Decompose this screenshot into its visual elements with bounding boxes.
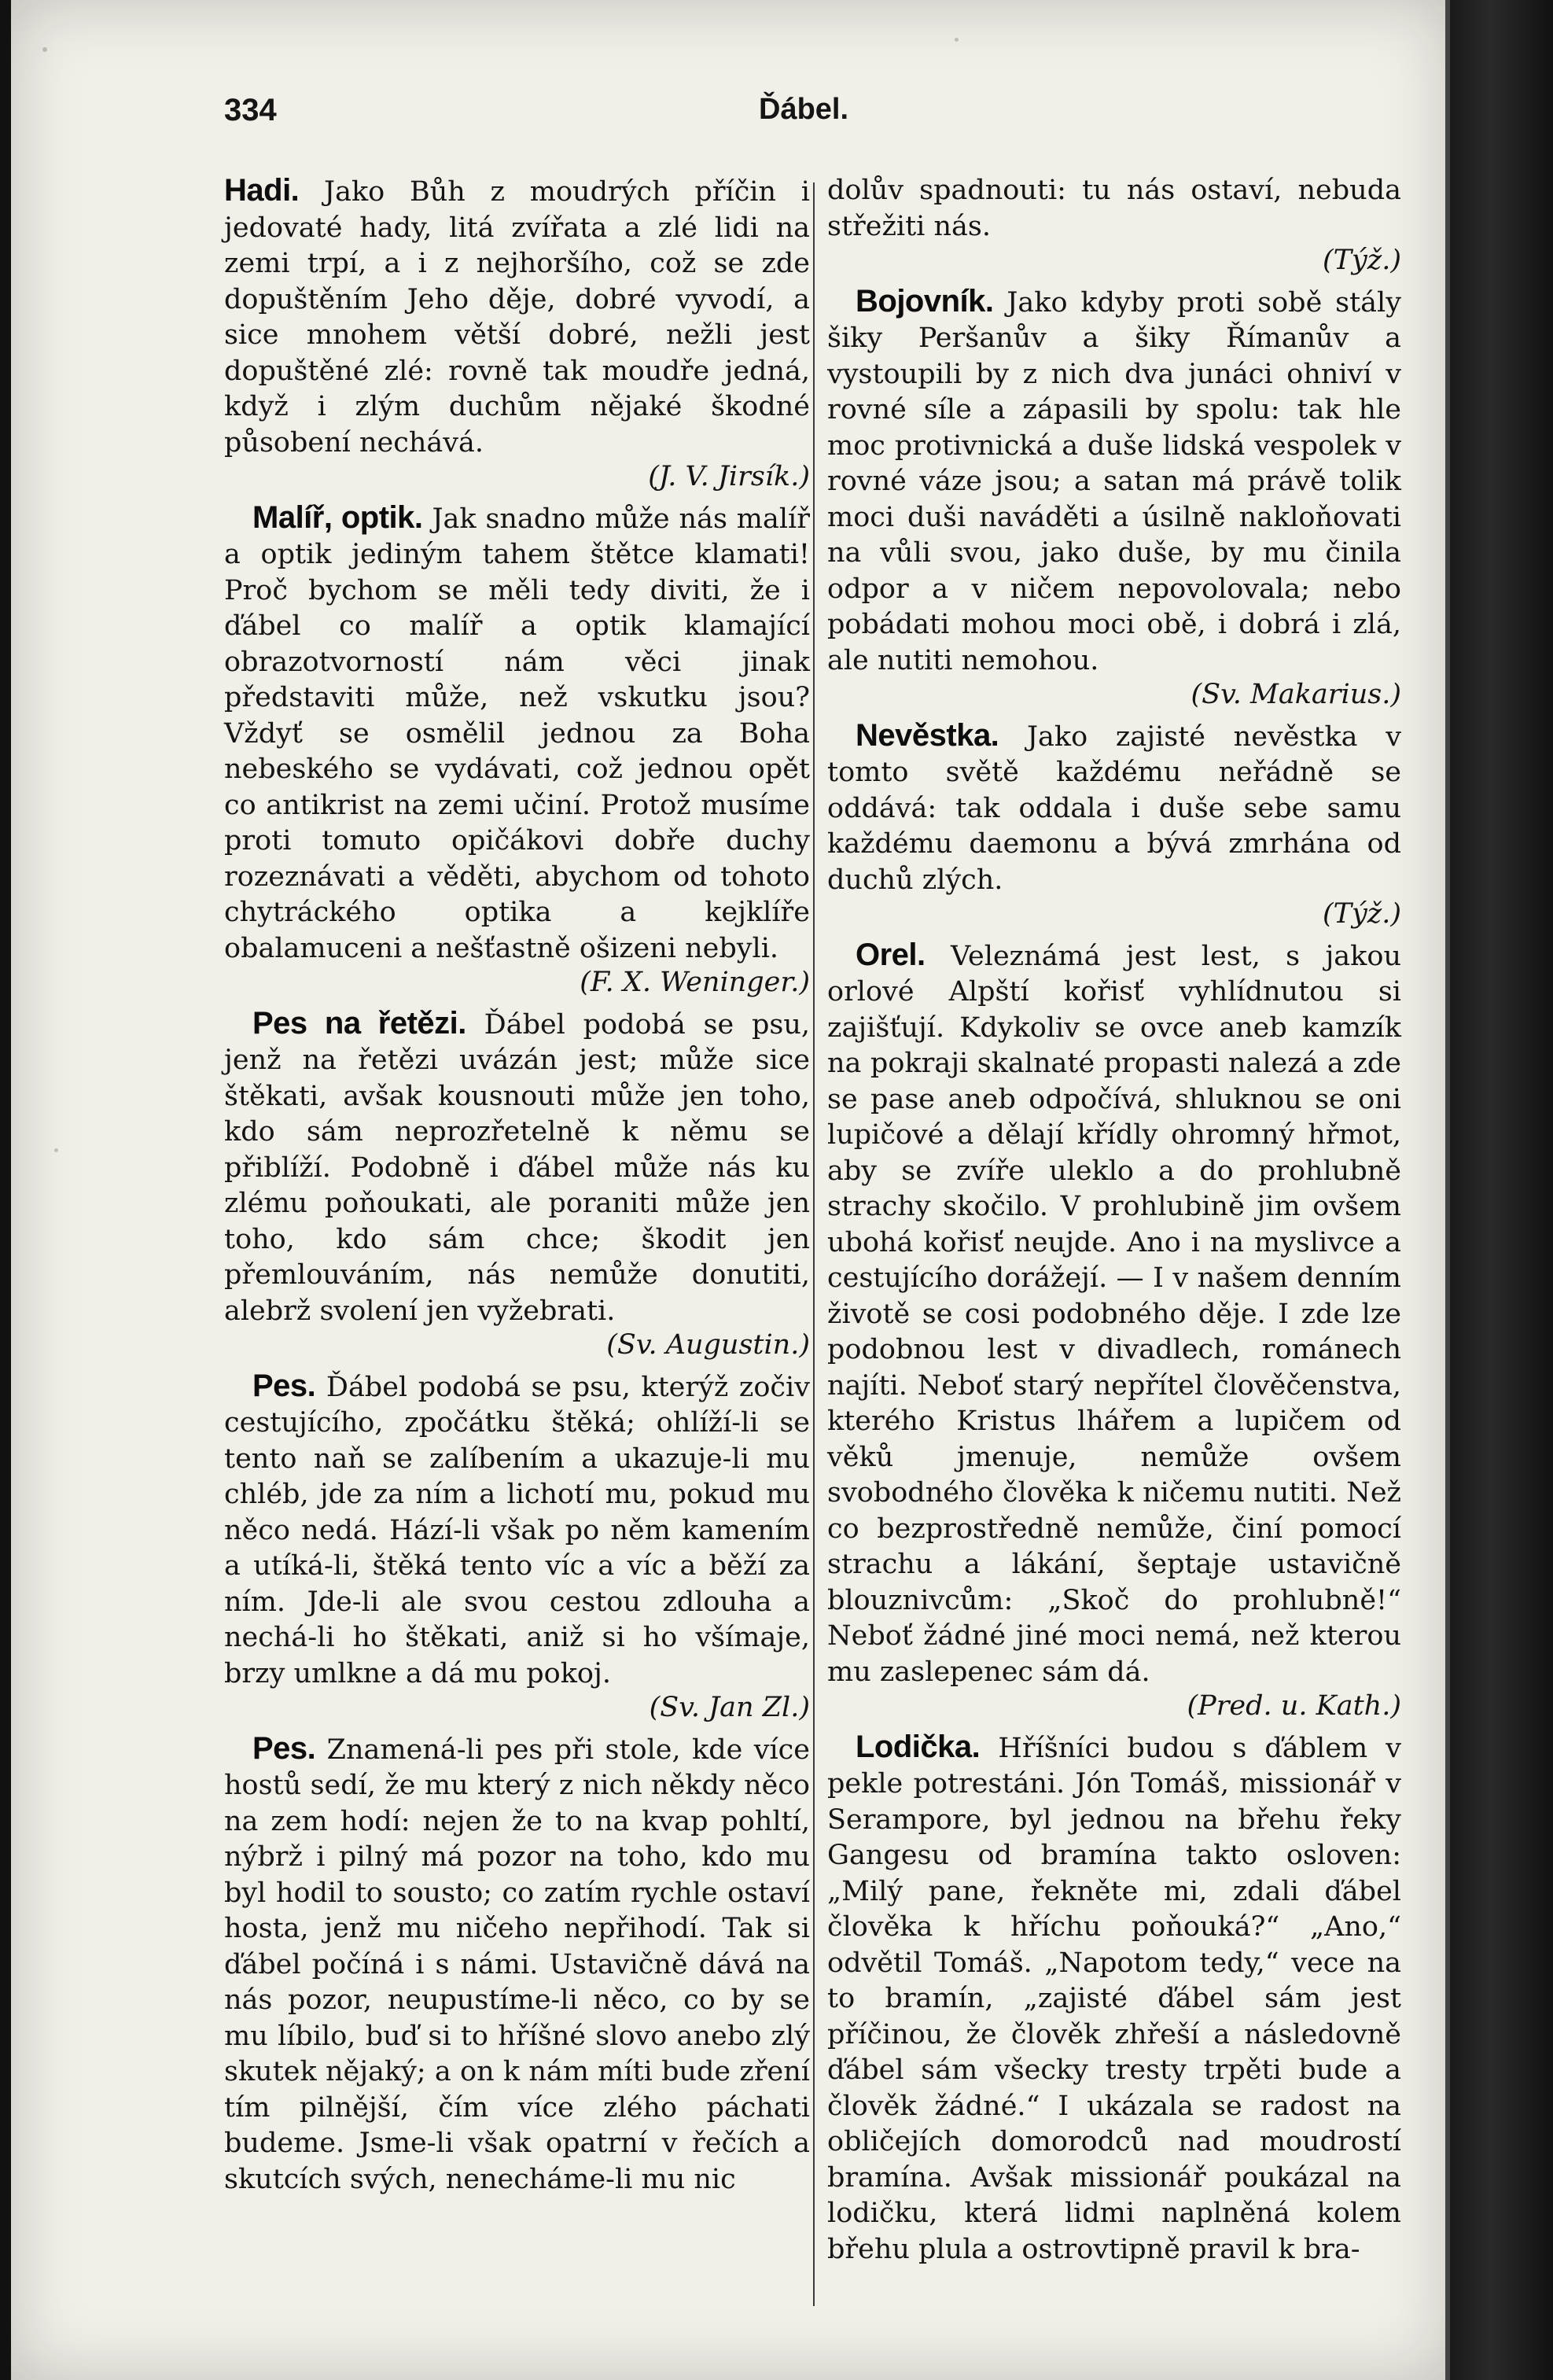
- entry-text: Jak snadno může nás malíř a optik jediným tahem štětce klamati! Proč bychom se měli tedy diviti, že i ďábel co malíř a optik klamající obrazotvorností nám věci jinak představiti může, než vskutku jsou? Vždyť se osmělil jednou za Boha nebeského se vydávati, což jednou opět co antikrist na zemi učiní. Protož musíme proti tomuto opičákovi dobře duchy rozeznávati a věděti, abychom od tohoto chytráckého optika a kejklíře obalamuceni a nešťastně ošizeni nebyli.: [224, 503, 810, 964]
- entry-text: Ďábel podobá se psu, jenž na řetězi uvázán jest; může sice štěkati, avšak kousnouti může jen toho, kdo sám neprozřetelně k němu se přiblíží. Podobně i ďábel může nás ku zlému poňoukati, ale poraniti může jen toho, kdo sám chce; škodit jen přemlouváním, nás nemůže donutiti, alebrž svolení jen vyžebrati.: [224, 1008, 810, 1327]
- entry-keyword: Orel.: [856, 937, 926, 972]
- right-column: [810, 173, 1401, 2272]
- entry-keyword: Pes.: [252, 1368, 316, 1403]
- page-fold: [1445, 0, 1450, 2380]
- speck: [955, 38, 959, 42]
- entry-pes-1: [224, 1369, 810, 1726]
- entry-keyword: Lodička.: [856, 1729, 981, 1764]
- entry-keyword: Pes na řetězi.: [252, 1005, 466, 1041]
- entry-malir: [224, 500, 810, 1001]
- entry-text: Veleznámá jest lest, s jakou orlové Alpští kořisť vyhlídnutou si zajišťují. Kdykoliv se ovce aneb kamzík na pokraji skalnaté propasti nalezá a zde se pase aneb odpočívá, shluknou se oni lupičové a dělají křídly ohromný hřmot, aby se zvíře uleklo a do prohlubně strachy skočilo. V prohlubině jim ovšem ubohá kořisť neujde. Ano i na myslivce a cestujícího dorážejí. — I v našem denním životě se cosi podobného děje. I zde lze podobnou lest v divadlech, románech najíti. Neboť starý nepřítel člověčenstva, kterého Kristus lhářem a lupičem od věků jmenuje, nemůže ovšem svobodného člověka k ničemu nutiti. Než co bezprostředně nemůže, činí pomocí strachu a lákání, šeptaje ustavičně blouznivcům: „Skoč do prohlubně!“ Neboť žádné jiné moci nemá, než kterou mu zaslepenec sám dá.: [827, 940, 1401, 1688]
- entry-text: Jako zajisté nevěstka v tomto světě každému neřádně se oddává: tak oddala i duše sebe samu každému daemonu a bývá zmrhána od duchů zlých.: [827, 720, 1401, 896]
- entry-lodicka: [827, 1730, 1401, 2268]
- entry-bojovnik: [827, 284, 1401, 713]
- entry-text: Jako kdyby proti sobě stály šiky Peršanův a šiky Římanův a vystoupili by z nich dva junáci ohniví v rovné síle a zápasili by spolu: tak hle moc protivnická a duše lidská vespolek v rovné váze jsou; a satan má právě tolik moci duši naváděti a úsilně nakloňovati na vůli svou, jako duše, by mu činila odpor a v ničem nepovolovala; nebo pobádati mohou moci obě, i dobrá i zlá, ale nutiti nemohou.: [827, 286, 1401, 676]
- speck: [54, 1148, 58, 1152]
- entry-source: (Týž.): [1323, 898, 1401, 930]
- entry-pes-2: [224, 1731, 810, 2198]
- entry-source: (Týž.): [1323, 245, 1401, 276]
- entry-source: (Sv. Makarius.): [1191, 679, 1401, 710]
- entry-source: (Pred. u. Kath.): [1187, 1690, 1401, 1722]
- book-edge: [1450, 0, 1553, 2380]
- entry-keyword: Hadi.: [224, 173, 300, 208]
- entry-keyword: Bojovník.: [856, 283, 994, 319]
- entry-source: (J. V. Jirsík.): [648, 461, 810, 492]
- speck: [42, 47, 47, 52]
- entry-keyword: Malíř, optik.: [252, 499, 423, 535]
- entry-pes-na-retezi: [224, 1006, 810, 1364]
- entry-hadi: [224, 173, 810, 496]
- continuation-body: dolův spadnouti: tu nás ostaví, nebuda střežiti nás.: [827, 175, 1401, 242]
- entry-text: Hříšníci budou s ďáblem v pekle potrestáni. Jón Tomáš, missionář v Serampore, byl jednou na břehu řeky Gangesu od bramína takto osloven: „Milý pane, řekněte mi, zdali ďábel člověka k hříchu poňouká?“ „Ano,“ odvětil Tomáš. „Napotom tedy,“ vece na to bramín, „zajisté ďábel sám jest příčinou, že člověk zhřeší a následovně ďábel sám všecky tresty trpěti bude a člověk žádné.“ I ukázala se radost na obličejích domorodců nad moudrostí bramína. Avšak missionář poukázal na lodičku, která lidmi naplněná kolem břehu plula a ostrovtipně pravil k bra-: [827, 1732, 1401, 2265]
- entry-nevestka: [827, 718, 1401, 933]
- continuation-text: [827, 173, 1401, 279]
- entry-text: Ďábel podobá se psu, kterýž zočiv cestujícího, zpočátku štěká; ohlíží-li se tento naň se zalíbením a ukazuje-li mu chléb, jde za ním a lichotí mu, pokud mu něco nedá. Hází-li však po něm kamením a utíká-li, štěká tento víc a víc a běží za ním. Jde-li ale svou cestou zdlouha a nechá-li ho štěkati, aniž si ho všímaje, brzy umlkne a dá mu pokoj.: [224, 1371, 810, 1689]
- entry-text: Znamená-li pes při stole, kde více hostů sedí, že mu který z nich někdy něco na zem hodí: nejen že to na kvap pohltí, nýbrž i pilný má pozor na toho, kdo mu byl hodil to sousto; co zatím rychle ostaví hosta, jenž mu ničeho nepřihodí. Tak si ďábel počíná i s námi. Ustavičně dává na nás pozor, neupustíme-li něco, co by se mu líbilo, buď si to hříšné slovo anebo zlý skutek nějaký; a on k nám míti bude zření tím pilnější, čím více zlého páchati budeme. Jsme-li však opatrní v řečích a skutcích svých, nenecháme-li mu nic: [224, 1733, 810, 2195]
- entry-keyword: Nevěstka.: [856, 717, 999, 753]
- running-head: Ďábel.: [759, 93, 849, 126]
- entry-keyword: Pes.: [252, 1730, 316, 1766]
- entry-text: Jako Bůh z moudrých příčin i jedovaté hady, litá zvířata a zlé lidi na zemi trpí, a i z nejhoršího, což se zde dopuštěním Jeho děje, dobré vyvodí, a sice mnohem větší dobré, nežli jest dopuštěné zlé: rovně tak moudře jedná, když i zlým duchům nějaké škodné působení nechává.: [224, 176, 810, 459]
- left-column: [224, 173, 810, 2202]
- entry-orel: [827, 938, 1401, 1725]
- page-number: 334: [224, 93, 277, 127]
- entry-source: (F. X. Weninger.): [580, 967, 810, 998]
- entry-source: (Sv. Jan Zl.): [649, 1692, 810, 1723]
- page-header: [224, 93, 1388, 140]
- entry-source: (Sv. Augustin.): [606, 1329, 810, 1361]
